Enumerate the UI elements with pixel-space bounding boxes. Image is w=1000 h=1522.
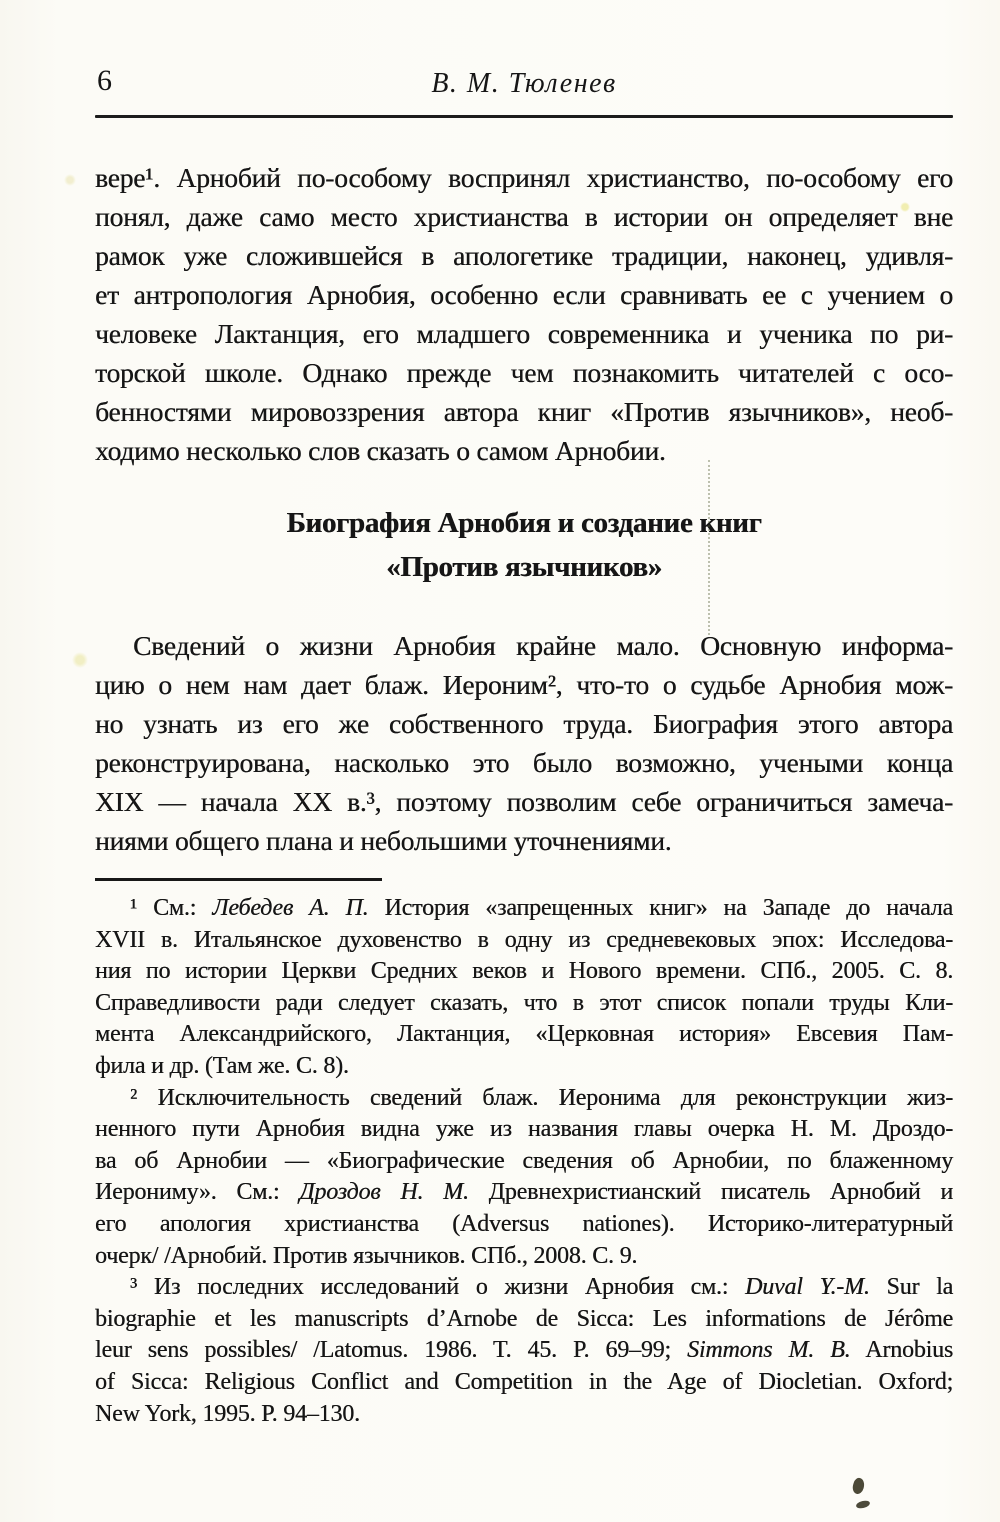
text-line: торской школе. Однако прежде чем познакомить читателей с осо- [95, 357, 953, 388]
footnote-line: очерк/ /Арнобий. Против язычников. СПб., 2008. С. 9. [95, 1242, 638, 1269]
footnote-text: История «запрещенных книг» на Западе до начала [368, 895, 953, 921]
footnote-separator-rule [95, 878, 382, 881]
footnote-line: его апология христианства (Adversus nationes). Историко-литературный [95, 1210, 953, 1237]
footnote-1 [95, 893, 953, 1083]
text-line: вере¹. Арнобий по-особому воспринял христианство, по-особому его [95, 162, 953, 193]
text-line: ниями общего плана и небольшими уточнениями. [95, 825, 672, 856]
section-heading [95, 501, 953, 589]
page-header [95, 0, 953, 100]
text-line: бенностями мировоззрения автора книг «Против язычников», необ- [95, 396, 953, 427]
text-column [95, 0, 953, 1430]
scan-crease-artifact [708, 460, 710, 635]
footnote-line: ния по истории Церкви Средних веков и Нового времени. СПб., 2005. С. 8. [95, 958, 953, 985]
footnote-line: XVII в. Итальянское духовенство в одну из средневековых эпох: Исследова- [95, 926, 953, 953]
section-heading-line-1: Биография Арнобия и создание книг [286, 507, 762, 539]
text-line: реконструирована, насколько это было возможно, учеными конца [95, 747, 953, 778]
footnote-text: leur sens possibles/ /Latomus. 1986. T. 45. P. 69–99; [95, 1337, 688, 1364]
italic-citation: Simmons M. B. [687, 1337, 851, 1364]
text-line: рамок уже сложившейся в апологетике традиции, наконец, удивля- [95, 240, 953, 271]
footnote-line [95, 1272, 953, 1304]
text-line: ет антропология Арнобия, особенно если сравнивать ее с учением о [95, 279, 953, 310]
italic-citation: Лебедев А. П. [212, 895, 369, 921]
text-line: ходимо несколько слов сказать о самом Арнобии. [95, 435, 666, 466]
text-line: человеке Лактанция, его младшего современника и ученика по ри- [95, 318, 953, 349]
footnote-text: Arnobius [850, 1337, 953, 1364]
header-rule [95, 115, 953, 118]
paragraph-1 [95, 158, 953, 470]
footnote-line: New York, 1995. P. 94–130. [95, 1400, 360, 1427]
page-number: 6 [97, 64, 112, 97]
ink-smudge-artifact [855, 1499, 870, 1509]
ink-smudge-artifact [851, 1477, 866, 1495]
footnote-line: мента Александрийского, Лактанция, «Церковная история» Евсевия Пам- [95, 1021, 953, 1048]
footnote-line [95, 1335, 953, 1367]
footnote-line: ² Исключительность сведений блаж. Иеронима для реконструкции жиз- [130, 1084, 953, 1111]
footnote-text: Древнехристианский писатель Арнобий и [468, 1179, 953, 1206]
footnotes-block [95, 893, 953, 1430]
paragraph-2 [95, 626, 953, 860]
italic-citation: Duval Y.-M. [745, 1274, 870, 1301]
text-line: понял, даже само место христианства в истории он определяет вне [95, 201, 953, 232]
italic-citation: Дроздов Н. М. [299, 1179, 469, 1206]
footnote-line: фила и др. (Там же. С. 8). [95, 1052, 349, 1079]
text-line: Сведений о жизни Арнобия крайне мало. Основную информа- [133, 630, 953, 661]
footnote-line: Справедливости ради следует сказать, что в этот список попали труды Кли- [95, 989, 953, 1016]
footnote-text: Sur la [869, 1274, 953, 1301]
running-title: В. М. Тюленев [431, 68, 617, 99]
footnote-text: ¹ См.: [130, 895, 213, 921]
footnote-line: biographie et les manuscripts d’Arnobe de Sicca: Les informations de Jérôme [95, 1305, 953, 1332]
footnote-text: ³ Из последних исследований о жизни Арнобия см.: [130, 1274, 746, 1301]
footnote-line: ва об Арнобии — «Биографические сведения об Арнобии, по блаженному [95, 1147, 953, 1174]
text-line: цию о нем нам дает блаж. Иероним², что-то о судьбе Арнобия мож- [95, 669, 953, 700]
text-line: XIX — начала XX в.³, поэтому позволим себе ограничиться замеча- [95, 786, 953, 817]
footnote-line: of Sicca: Religious Conflict and Competition in the Age of Diocletian. Oxford; [95, 1368, 953, 1395]
footnote-2 [95, 1083, 953, 1273]
footnote-text: Иерониму». См.: [95, 1179, 300, 1206]
section-heading-line-2: «Против язычников» [386, 551, 662, 583]
footnote-line [95, 1177, 953, 1209]
footnote-line [95, 893, 953, 925]
footnote-3 [95, 1272, 953, 1430]
footnote-line: ненного пути Арнобия видна уже из названия главы очерка Н. М. Дроздо- [95, 1116, 953, 1143]
text-line: но узнать из его же собственного труда. Биография этого автора [95, 708, 953, 739]
